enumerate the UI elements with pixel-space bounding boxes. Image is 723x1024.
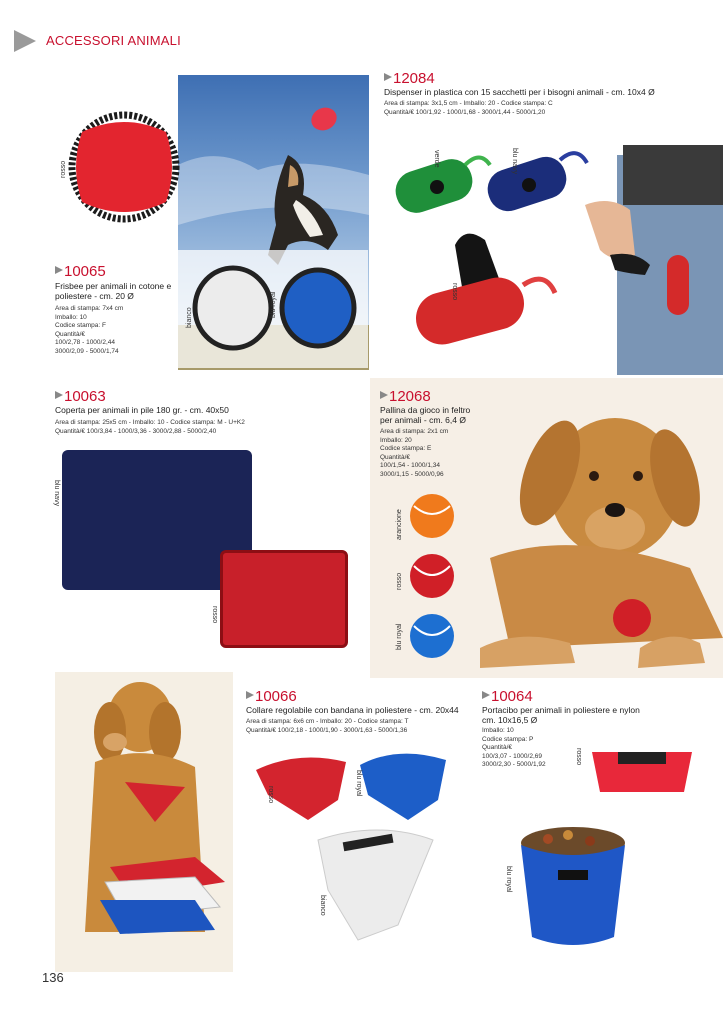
color-label: rosso: [575, 748, 582, 766]
dispenser-images: [395, 145, 723, 375]
product-code: 12084: [384, 70, 435, 87]
color-label: rosso: [60, 160, 67, 178]
color-label: blu royal: [505, 866, 512, 893]
page-number: 136: [42, 970, 64, 985]
product-description: Pallina da gioco in feltro per animali - cm. 6,4 Ø: [380, 405, 471, 425]
color-label: blu navy: [53, 480, 60, 507]
product-description: Frisbee per animali in cotone e poliestere - cm. 20 Ø: [55, 281, 172, 301]
product-code: 10066: [246, 688, 297, 705]
product-description: Portacibo per animali in poliestere e nylon cm. 10x16,5 Ø: [482, 705, 640, 725]
color-label: blu navy: [511, 148, 518, 175]
color-label: bianco: [186, 307, 193, 328]
product-code: 10063: [55, 388, 106, 405]
color-label: blu royal: [270, 291, 277, 318]
product-description: Dispenser in plastica con 15 sacchetti per i bisogni animali - cm. 10x4 Ø: [384, 87, 655, 97]
product-description: Collare regolabile con bandana in poliestere - cm. 20x44: [246, 705, 459, 715]
dog-sitting-image: [55, 672, 233, 972]
product-details: Area di stampa: 2x1 cm Imballo: 20 Codice stampa: E Quantità/€ 100/1,54 - 1000/1,34 3000/1,15 - 5000/0,96: [380, 428, 449, 478]
bowl-blue: [518, 825, 628, 950]
product-details: Area di stampa: 6x6 cm - Imballo: 20 - Codice stampa: T: [246, 718, 409, 725]
product-code: 12068: [380, 388, 431, 405]
product-description: Coperta per animali in pile 180 gr. - cm. 40x50: [55, 405, 229, 415]
color-label: rosso: [396, 572, 403, 590]
collar-variants: [248, 740, 458, 950]
color-label: bianco: [319, 895, 326, 916]
product-pricing: Quantità/€ 100/2,18 - 1000/1,90 - 3000/1,63 - 5000/1,36: [246, 727, 408, 734]
frisbee-red: [68, 82, 173, 252]
ball-variants: [408, 492, 458, 662]
color-label: blu royal: [396, 623, 403, 650]
color-label: blu royal: [355, 770, 362, 797]
color-label: verde: [433, 150, 440, 168]
product-details: Imballo: 10 Codice stampa: P Quantità/€ 100/3,07 - 1000/2,69 3000/2,30 - 5000/1,92: [482, 727, 546, 768]
product-code: 10064: [482, 688, 533, 705]
color-label: rosso: [451, 283, 458, 301]
product-details: Area di stampa: 3x1,5 cm - Imballo: 20 - Codice stampa: C: [384, 100, 553, 107]
blanket-red: [220, 550, 348, 648]
product-pricing: Quantità/€ 100/1,92 - 1000/1,68 - 3000/1,44 - 5000/1,20: [384, 109, 546, 116]
collar-photo-panel: [55, 672, 233, 972]
color-label: arancione: [396, 509, 403, 540]
section-title: ACCESSORI ANIMALI: [46, 33, 181, 48]
product-details: Area di stampa: 25x5 cm - Imballo: 10 - Codice stampa: M - U+K2: [55, 419, 245, 426]
product-code: 10065: [55, 263, 106, 280]
color-label: rosso: [211, 606, 218, 624]
header-arrow-icon: [14, 30, 36, 52]
product-pricing: Quantità/€ 100/3,84 - 1000/3,36 - 3000/2,88 - 5000/2,40: [55, 428, 217, 435]
bowl-red: [588, 742, 696, 797]
product-details: Area di stampa: 7x4 cm Imballo: 10 Codice stampa: F Quantità/€ 100/2,78 - 1000/2,44 3000/2,09 - 5000/1,74: [55, 305, 124, 355]
color-label: rosso: [267, 786, 274, 804]
